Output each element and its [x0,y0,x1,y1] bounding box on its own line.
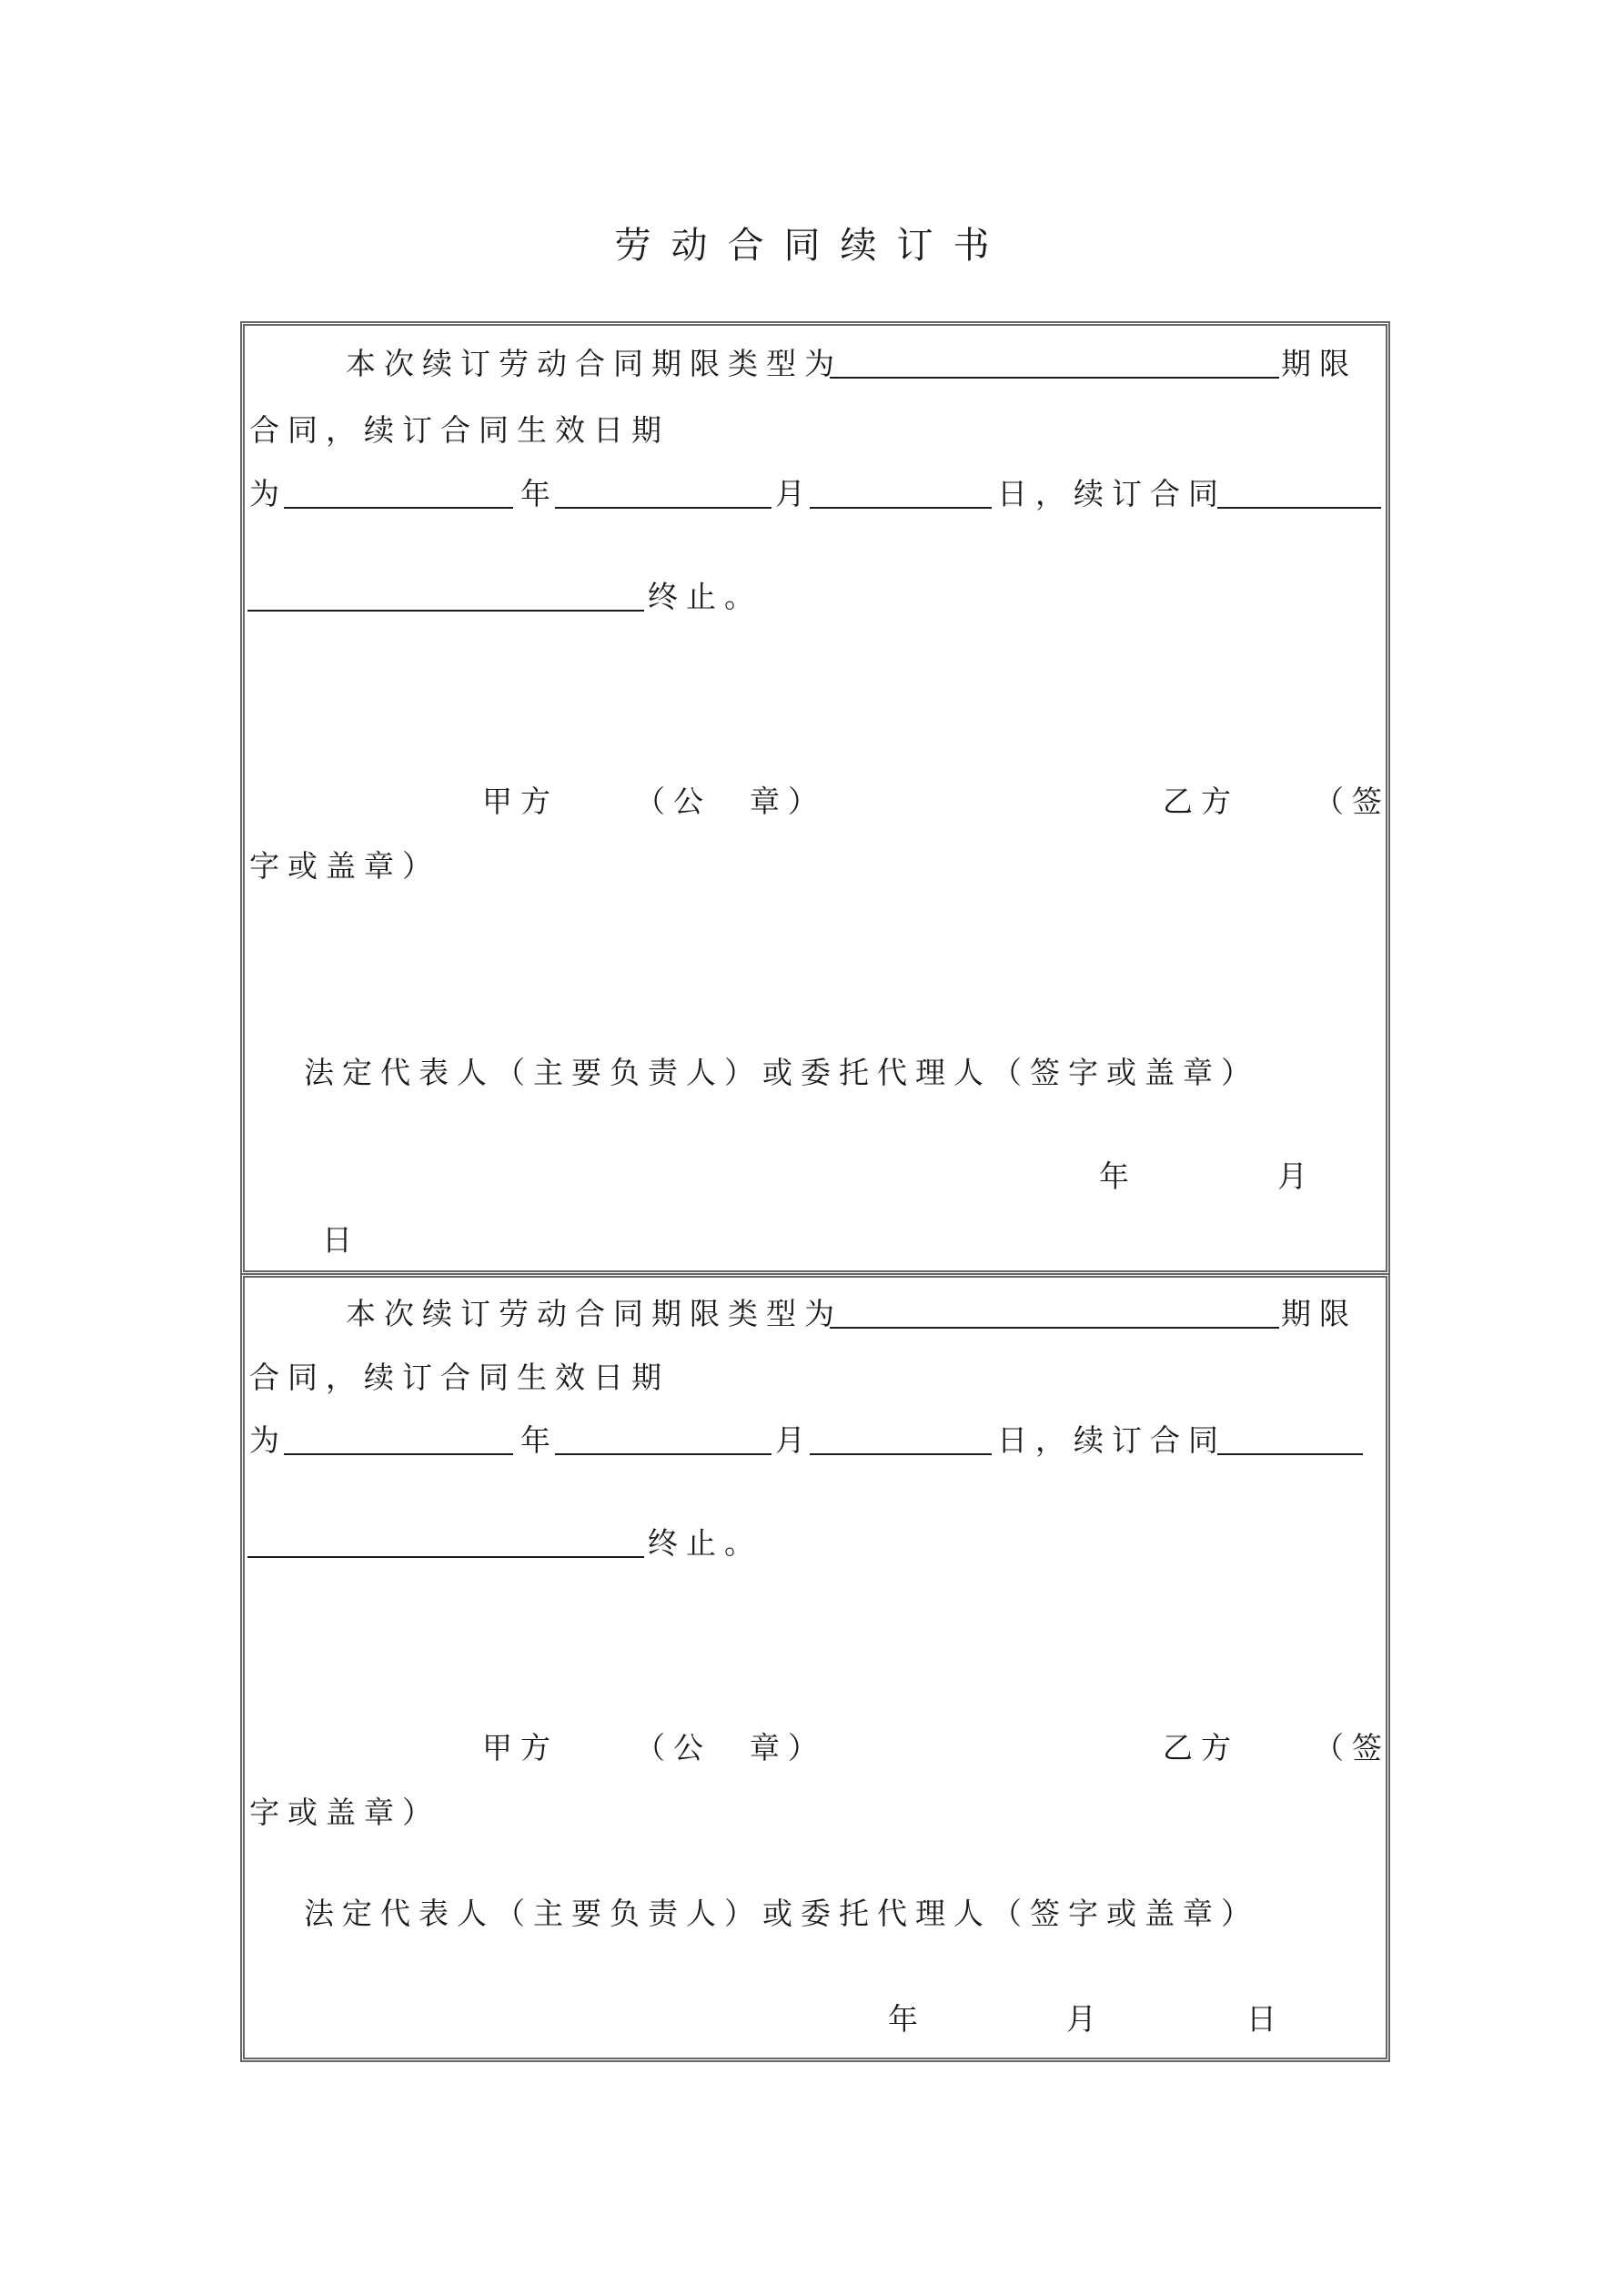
renewal-end-field-a[interactable] [1217,507,1381,509]
contract-type-field[interactable] [830,377,1279,379]
effective-date-label: 合同，续订合同生效日期 [249,1360,670,1395]
effective-date-prefix: 为 [249,476,287,511]
termination-label: 终止。 [648,1525,762,1561]
month-label: 月 [775,1422,813,1458]
party-b-label: 乙方 [1163,784,1239,819]
contract-type-field[interactable] [830,1327,1279,1329]
effective-date-label: 合同，续订合同生效日期 [249,412,670,448]
day-continue-label: 日，续订合同 [997,1422,1226,1458]
sign-date-month: 月 [1277,1158,1316,1194]
sign-date-month: 月 [1066,2001,1105,2037]
party-a-seal: （公 章） [635,784,826,819]
renewal-end-field-a[interactable] [1217,1453,1363,1455]
renewal-end-field-b[interactable] [247,610,644,612]
sign-date-day: 日 [1246,2001,1285,2037]
party-a-seal: （公 章） [635,1730,826,1765]
contract-type-suffix: 期限 [1281,346,1357,381]
party-b-sign-close: 字或盖章） [249,848,440,884]
party-a-label: 甲方 [482,784,559,819]
effective-day-field[interactable] [810,1453,992,1455]
party-b-label: 乙方 [1163,1730,1239,1765]
document-title: 劳动合同续订书 [614,225,1010,267]
effective-date-prefix: 为 [249,1422,287,1458]
effective-day-field[interactable] [810,507,992,509]
effective-year-field[interactable] [284,1453,513,1455]
legal-representative-label: 法定代表人（主要负责人）或委托代理人（签字或盖章） [304,1896,1259,1931]
party-b-sign-close: 字或盖章） [249,1795,440,1830]
contract-type-label: 本次续订劳动合同期限类型为 [346,346,842,381]
effective-month-field[interactable] [555,1453,772,1455]
party-a-label: 甲方 [482,1730,559,1765]
year-label: 年 [520,1422,559,1458]
effective-month-field[interactable] [555,507,772,509]
contract-type-label: 本次续订劳动合同期限类型为 [346,1296,842,1331]
termination-label: 终止。 [648,579,762,614]
sign-date-year: 年 [1099,1158,1137,1194]
month-label: 月 [775,476,813,511]
year-label: 年 [520,476,559,511]
day-continue-label: 日，续订合同 [997,476,1226,511]
party-b-sign-open: （签 [1314,1730,1390,1765]
sign-date-year: 年 [888,2001,926,2037]
contract-type-suffix: 期限 [1281,1296,1357,1331]
effective-year-field[interactable] [284,507,513,509]
party-b-sign-open: （签 [1314,784,1390,819]
legal-representative-label: 法定代表人（主要负责人）或委托代理人（签字或盖章） [304,1055,1259,1090]
sign-date-day: 日 [322,1222,360,1258]
renewal-end-field-b[interactable] [247,1556,644,1558]
